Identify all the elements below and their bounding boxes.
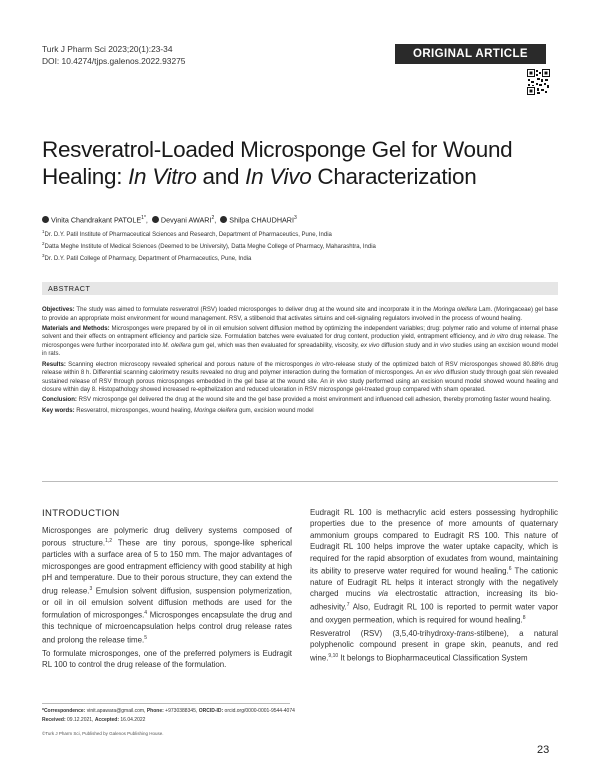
abstract-conclusion: Conclusion: RSV microsponge gel delivered the drug at the wound site and the gel base provided a moist environment and influenced cell adhesion, thereby promoting faster wound healing. xyxy=(42,397,552,404)
introduction-heading: INTRODUCTION xyxy=(42,508,120,519)
copyright-line: ©Turk J Pharm Sci, Published by Galenos Publishing House. xyxy=(42,731,164,736)
abstract-results: Results: Scanning electron microscopy revealed spherical and porous nature of the microsponges in vitro-release study of the optimized batch of RSV microsponges showed 80.88% drug release within 8 h. Differential scanning calorimetry results revealed no drug and polymer interaction during the formation of microsponges. An ex vivo diffusion study through goat skin revealed sustained release of RSV through porous microsponges embedded in the gel base at the wound site. An in vivo study performed using an excision wound model showed wound healing and closure within day 8. Histopathology showed increased re-epithelization and reduced ulceration in RSV microsponge gel-treated group compared with sham operated. xyxy=(42,361,559,394)
intro-column-left xyxy=(42,525,292,672)
abstract-methods: Materials and Methods: Microsponges were prepared by oil in oil emulsion solvent diffusion method by optimizing the independent variables; drug: polymer ratio and volume of internal phase solvent and their effects on entrapment efficiency and particle size. Formulation batches were evaluated for drug content, production yield, entrapment efficiency, and in vitro drug release. The microsponges were further incorporated into M. oleifera gum gel, which was then evaluated for spreadability, viscosity, ex vivo diffusion study and in vivo studies using an excision wound model in rats. xyxy=(42,325,559,358)
intro-paragraph-3: Eudragit RL 100 is methacrylic acid esters possessing hydrophilic properties due to the presence of more amounts of quaternary ammonium groups compared to Eudragit RS 100. This nature of Eudragit RL 100 helps improve the water uptake capacity, which is required for the rapid absorption of exudates from wound, maintaining its ability to preserve water required for wound healing.$^6$ The cationic nature of Eudragit RL helps it interact strongly with the negatively charged mucins via electrostatic attraction, increasing its bio-adhesivity.$^7$ Also, Eudragit RL 100 is reported to permit water vapor and oxygen permeation, which is required for wound healing.$^8$ xyxy=(310,508,559,625)
intro-paragraph-2: To formulate microsponges, one of the preferred polymers is Eudragit RL 100 to control the drug release of the formulation. xyxy=(42,648,292,669)
title-line-2: Healing: In Vitro and In Vivo Characterization xyxy=(42,164,477,189)
journal-header xyxy=(42,43,185,67)
author-2: Devyani AWARI xyxy=(160,215,212,225)
orcid-icon[interactable] xyxy=(220,216,227,223)
abstract-divider xyxy=(42,481,558,482)
abstract-body xyxy=(42,306,558,417)
affiliation-1: $^1$Dr. D.Y. Patil Institute of Pharmaceutical Sciences and Research, Department of Pharmaceutics, Pune, India xyxy=(42,229,332,238)
title-line-1: Resveratrol-Loaded Microsponge Gel for Wound xyxy=(42,137,513,162)
author-3: Shilpa CHAUDHARI xyxy=(229,215,294,225)
author-list: Vinita Chandrakant $PATOLE^{1*}$, Devyani AWARI$^2$, Shilpa CHAUDHARI$^3$ xyxy=(42,213,562,225)
abstract-objectives: Objectives: The study was aimed to formulate resveratrol (RSV) loaded microsponges to deliver drug at the wound site and incorporate it in the Moringa oleifera Lam. (Moringaceae) gel base to provide an appropriate moist environment for wound management. RSV, a stilbenoid that activates sirtuins and cell-signaling regulators involved in the process of wound healing. xyxy=(42,307,558,322)
correspondence-line: *Correspondence: vinit.apawara@gmail.com, Phone: +9730388345, ORCID-ID: orcid.org/0000-0001-9544-4074 xyxy=(42,708,295,714)
footer-divider xyxy=(42,703,290,704)
article-title xyxy=(42,136,542,190)
abstract-keywords: Key words: Resveratrol, microsponges, wound healing, Moringa oleifera gum, excision wound model xyxy=(42,407,314,414)
intro-paragraph-4: Resveratrol (RSV) (3,5,40-trihydroxy-trans-stilbene), a natural polyphenolic compound present in grape skin, peanuts, and red wine.$^{9,10}$ It belongs to Biopharmaceutical Classification System xyxy=(310,628,559,663)
orcid-icon[interactable] xyxy=(152,216,159,223)
intro-paragraph-1: Microsponges are polymeric drug delivery systems composed of porous structure.$^{1,2}$ These are tiny porous, sponge-like spherical particles with a surface area of 5 to 150 mm. The major advantages of microsponges are good entrapment efficiency with good stability at high pH and temperature. Due to their porous structure, they can extend the drug release.$^3$ Emulsion solvent diffusion, suspension polymerization, or oil in oil emulsion solvent diffusion methods are used for the formulation of microsponges.$^4$ Microsponges encapsulate the drug and this technique of microencapsulation helps control drug release rates and prolong the release time.$^5$ xyxy=(42,526,293,645)
affiliation-2: $^2$Datta Meghe Institute of Medical Sciences (Deemed to be University), Datta Meghe College of Pharmacy, Maharashtra, India xyxy=(42,241,376,250)
abstract-heading: ABSTRACT xyxy=(42,282,558,295)
article-type-badge: ORIGINAL ARTICLE xyxy=(395,44,546,64)
orcid-icon[interactable] xyxy=(42,216,49,223)
intro-column-right xyxy=(310,507,558,666)
page-number: 23 xyxy=(537,744,550,756)
doi[interactable]: DOI: 10.4274/tjps.galenos.2022.93275 xyxy=(42,56,186,66)
dates-line: Received: 09.12.2021, Accepted: 16.04.2022 xyxy=(42,717,146,723)
author-1: Vinita Chandrakant PATOLE xyxy=(51,215,142,225)
qr-code-icon[interactable] xyxy=(527,69,550,95)
citation: Turk J Pharm Sci 2023;20(1):23-34 xyxy=(42,44,173,54)
affiliation-3: $^3$Dr. D.Y. Patil College of Pharmacy, Department of Pharmaceutics, Pune, India xyxy=(42,253,252,262)
